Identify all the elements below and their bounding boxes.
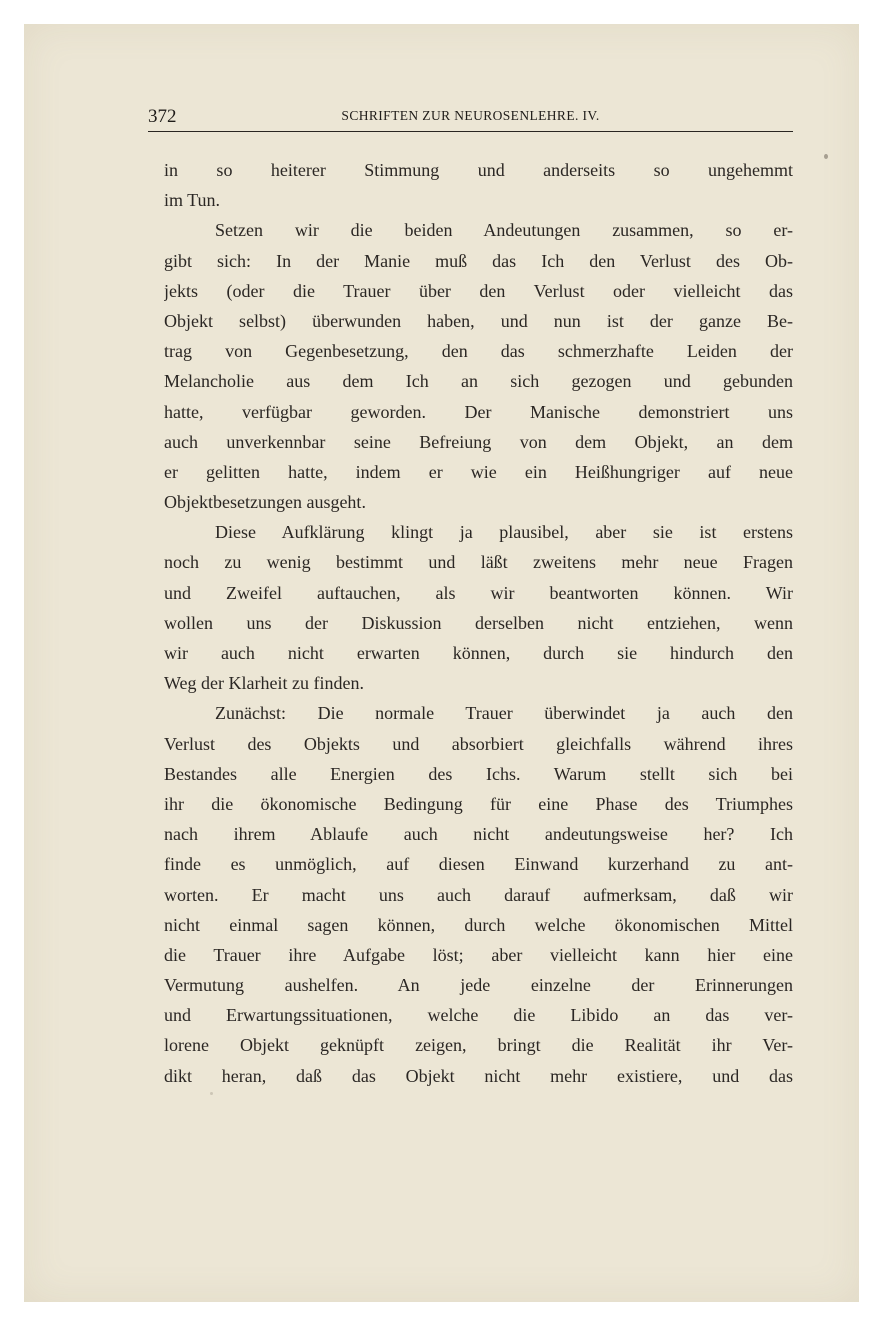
text-line: Vermutung aushelfen. An jede einzelne der Erinnerungen — [164, 975, 793, 996]
text-line: noch zu wenig bestimmt und läßt zweitens mehr neue Fragen — [164, 552, 793, 573]
body-text — [164, 155, 793, 1091]
text-line: worten. Er macht uns auch darauf aufmerksam, daß wir — [164, 884, 793, 905]
text-line: trag von Gegenbesetzung, den das schmerzhafte Leiden der — [164, 341, 793, 362]
text-line: nach ihrem Ablaufe auch nicht andeutungsweise her? Ich — [164, 824, 793, 845]
text-line: Bestandes alle Energien des Ichs. Warum stellt sich bei — [164, 763, 793, 784]
text-line: hatte, verfügbar geworden. Der Manische demonstriert uns — [164, 401, 793, 422]
text-line: in so heiterer Stimmung und anderseits so ungehemmt — [164, 160, 793, 180]
paper-speck — [210, 1092, 213, 1095]
text-line: und Zweifel auftauchen, als wir beantworten können. Wir — [164, 582, 793, 603]
text-line: Verlust des Objekts und absorbiert gleichfalls während ihres — [164, 733, 793, 754]
text-line: und Erwartungssituationen, welche die Libido an das ver- — [164, 1005, 793, 1026]
text-line: lorene Objekt geknüpft zeigen, bringt die Realität ihr Ver- — [164, 1035, 793, 1056]
running-head: SCHRIFTEN ZUR NEUROSENLEHRE. IV. — [341, 108, 600, 123]
text-line: gibt sich: In der Manie muß das Ich den Verlust des Ob- — [164, 250, 793, 271]
text-line: nicht einmal sagen können, durch welche ökonomischen Mittel — [164, 914, 793, 935]
text-line: wollen uns der Diskussion derselben nicht entziehen, wenn — [164, 612, 793, 633]
text-line: jekts (oder die Trauer über den Verlust oder vielleicht das — [164, 280, 793, 301]
text-line: auch unverkennbar seine Befreiung von dem Objekt, an dem — [164, 431, 793, 452]
text-line: finde es unmöglich, auf diesen Einwand kurzerhand zu ant- — [164, 854, 793, 875]
paragraph-4 — [164, 698, 793, 1090]
text-line: dikt heran, daß das Objekt nicht mehr existiere, und das — [164, 1065, 793, 1086]
text-line: Diese Aufklärung klingt ja plausibel, aber sie ist erstens — [215, 522, 793, 543]
text-line: Zunächst: Die normale Trauer überwindet ja auch den — [215, 703, 793, 724]
text-line: er gelitten hatte, indem er wie ein Heißhungriger auf neue — [164, 461, 793, 482]
text-line: Objektbesetzungen ausgeht. — [164, 492, 366, 513]
text-line: die Trauer ihre Aufgabe löst; aber vielleicht kann hier eine — [164, 944, 793, 965]
text-line: Weg der Klarheit zu finden. — [164, 673, 364, 694]
text-line: ihr die ökonomische Bedingung für eine Phase des Triumphes — [164, 793, 793, 814]
text-line: im Tun. — [164, 190, 221, 211]
page-header — [148, 103, 793, 132]
paragraph-3 — [164, 517, 793, 698]
text-line: Setzen wir die beiden Andeutungen zusammen, so er- — [215, 220, 793, 241]
text-line: Objekt selbst) überwunden haben, und nun ist der ganze Be- — [164, 310, 793, 331]
paragraph-2 — [164, 215, 793, 517]
text-line: wir auch nicht erwarten können, durch sie hindurch den — [164, 643, 793, 663]
paper-speck — [824, 154, 828, 159]
page-number: 372 — [148, 106, 177, 127]
text-line: Melancholie aus dem Ich an sich gezogen und gebunden — [164, 371, 793, 392]
paragraph-1 — [164, 155, 793, 215]
